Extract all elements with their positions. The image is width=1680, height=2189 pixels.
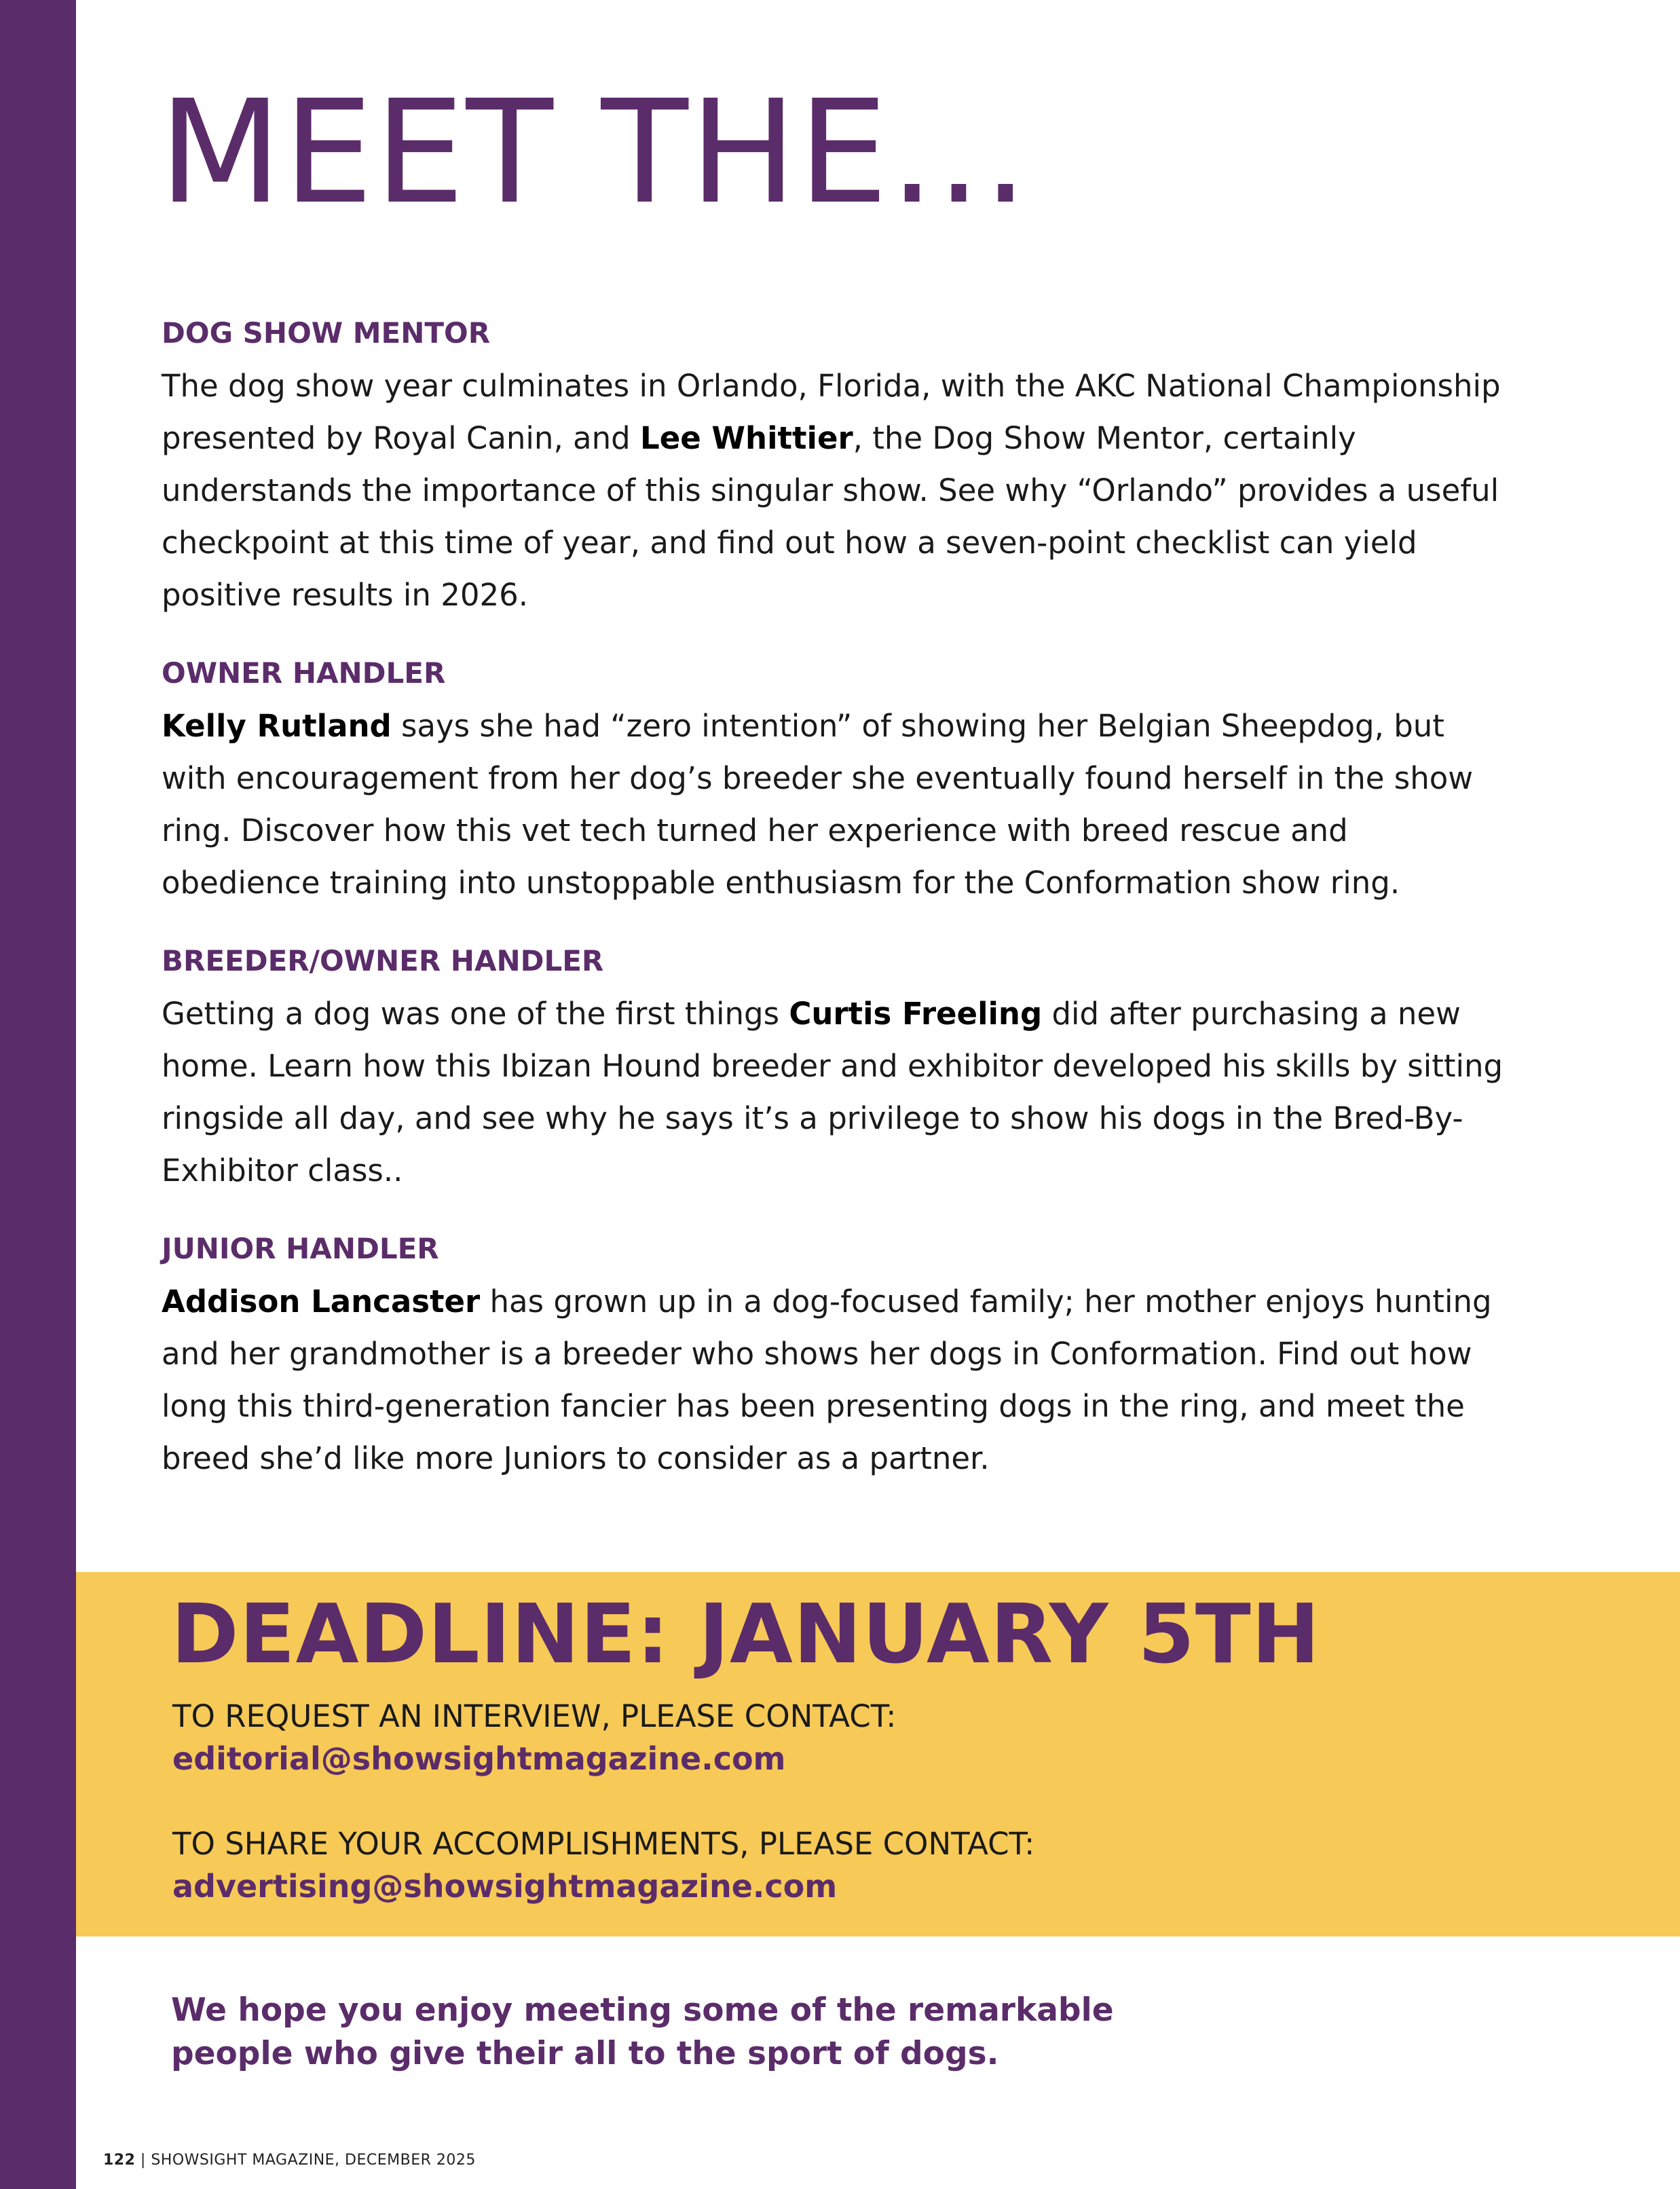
body-text-before: Getting a dog was one of the first things xyxy=(162,996,789,1032)
section-heading: JUNIOR HANDLER xyxy=(162,1232,439,1265)
page-title: MEET THE... xyxy=(159,69,1030,236)
section-body xyxy=(162,1275,1512,1484)
section-body xyxy=(162,700,1512,909)
publication-info: SHOWSIGHT MAGAZINE, DECEMBER 2025 xyxy=(151,2152,476,2169)
closing-message xyxy=(171,1989,1325,2076)
accomplishments-contact-label: TO SHARE YOUR ACCOMPLISHMENTS, PLEASE CONTACT: xyxy=(172,1826,1035,1862)
body-text-before: The dog show year culminates in Orlando, Florida, with the AKC National Championship presented by Royal Canin, and xyxy=(162,368,1501,456)
section-breeder-owner-handler xyxy=(162,935,1512,1197)
section-dog-show-mentor xyxy=(162,307,1512,621)
section-body xyxy=(162,360,1512,621)
footer-separator: | xyxy=(135,2152,151,2169)
person-name: Curtis Freeling xyxy=(789,996,1043,1032)
section-heading: BREEDER/OWNER HANDLER xyxy=(162,944,604,977)
person-name: Addison Lancaster xyxy=(162,1284,481,1320)
interview-contact xyxy=(172,1696,896,1780)
person-name: Kelly Rutland xyxy=(162,708,392,744)
page-footer xyxy=(103,2150,476,2171)
sections-container xyxy=(162,307,1512,1510)
closing-line-1: We hope you enjoy meeting some of the remarkable xyxy=(171,1991,1114,2029)
body-text-after: says she had “zero intention” of showing her Belgian Sheepdog, but with encouragement from her dog’s breeder she eventually found herself in the show ring. Discover how this vet tech turned her experience with breed rescue and obedience training into unstoppable enthusiasm for the Conformation show ring. xyxy=(162,708,1474,901)
deadline-banner xyxy=(76,1572,1680,1937)
section-junior-handler xyxy=(162,1222,1512,1484)
closing-line-2: people who give their all to the sport of dogs. xyxy=(171,2035,999,2072)
deadline-title: DEADLINE: JANUARY 5TH xyxy=(171,1588,1321,1682)
side-accent-bar xyxy=(0,0,76,2189)
body-text-after: did after purchasing a new home. Learn how this Ibizan Hound breeder and exhibitor developed his skills by sitting ringside all day, and see why he says it’s a privilege to show his dogs in the Bred-By-Exhibitor class.. xyxy=(162,996,1504,1189)
section-heading: OWNER HANDLER xyxy=(162,656,446,690)
accomplishments-contact xyxy=(172,1823,1034,1907)
body-text-after: , the Dog Show Mentor, certainly understands the importance of this singular show. See why “Orlando” provides a useful checkpoint at this time of year, and find out how a seven-point checklist can yield positive results in 2026. xyxy=(162,420,1499,613)
page-number: 122 xyxy=(103,2152,136,2169)
body-text-after: has grown up in a dog-focused family; her mother enjoys hunting and her grandmother is a breeder who shows her dogs in Conformation. Find out how long this third-generation fancier has been presenting dogs in the ring, and meet the breed she’d like more Juniors to consider as a partner. xyxy=(162,1284,1492,1476)
interview-contact-label: TO REQUEST AN INTERVIEW, PLEASE CONTACT: xyxy=(172,1698,897,1734)
editorial-email-link[interactable]: editorial@showsightmagazine.com xyxy=(172,1740,786,1777)
advertising-email-link[interactable]: advertising@showsightmagazine.com xyxy=(172,1868,838,1905)
section-body xyxy=(162,988,1512,1197)
person-name: Lee Whittier xyxy=(640,420,853,456)
section-owner-handler xyxy=(162,647,1512,909)
section-heading: DOG SHOW MENTOR xyxy=(162,316,491,350)
